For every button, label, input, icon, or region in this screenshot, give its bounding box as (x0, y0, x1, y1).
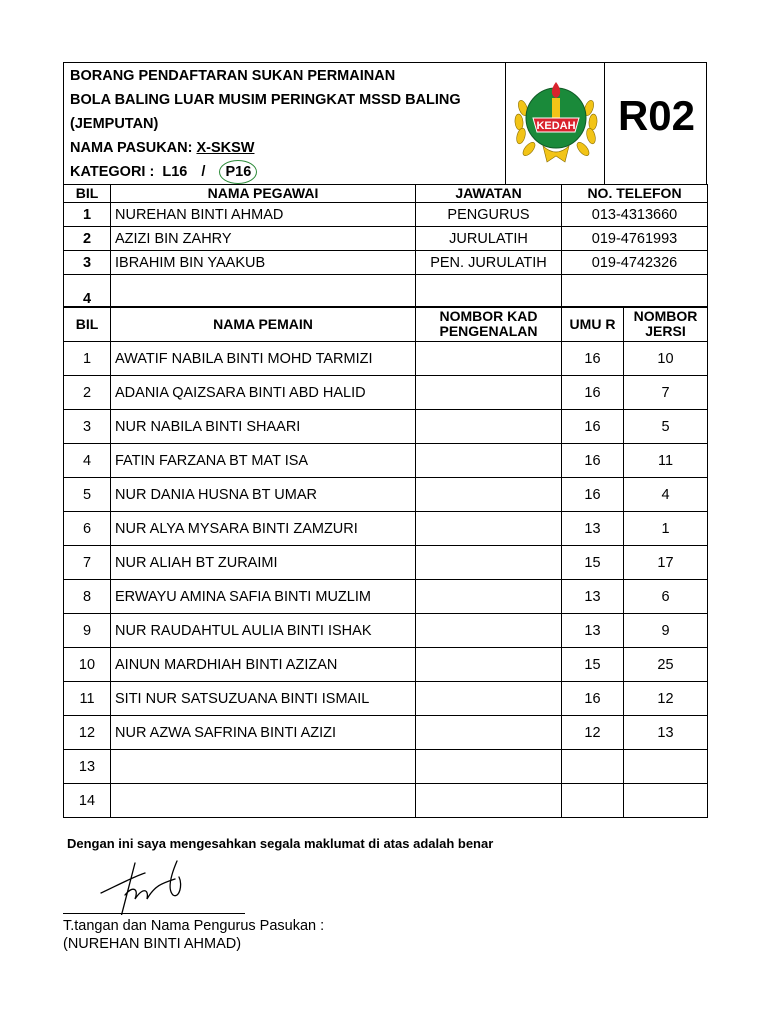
category-row (70, 160, 461, 184)
player-age: 16 (562, 342, 624, 376)
player-jersey: 9 (624, 614, 708, 648)
officials-header-bil: BIL (64, 185, 111, 203)
player-bil: 3 (64, 410, 111, 444)
player-jersey: 12 (624, 682, 708, 716)
player-name: NUR RAUDAHTUL AULIA BINTI ISHAK (111, 614, 416, 648)
category-label: KATEGORI : (70, 164, 155, 180)
table-row (64, 376, 708, 410)
player-ic (416, 682, 562, 716)
table-row (64, 784, 708, 818)
table-row (64, 203, 708, 227)
form-title-line-3: (JEMPUTAN) (70, 116, 159, 132)
player-name: FATIN FARZANA BT MAT ISA (111, 444, 416, 478)
player-ic (416, 750, 562, 784)
player-jersey (624, 750, 708, 784)
table-row (64, 648, 708, 682)
table-row (64, 275, 708, 308)
player-age (562, 784, 624, 818)
player-name (111, 784, 416, 818)
form-code: R02 (617, 92, 696, 139)
table-row (64, 227, 708, 251)
player-bil: 10 (64, 648, 111, 682)
manager-name: (NUREHAN BINTI AHMAD) (63, 936, 242, 952)
table-row (64, 546, 708, 580)
player-name: ERWAYU AMINA SAFIA BINTI MUZLIM (111, 580, 416, 614)
official-position: JURULATIH (416, 227, 562, 251)
manager-signature (63, 855, 263, 915)
official-position: PENGURUS (416, 203, 562, 227)
player-bil: 7 (64, 546, 111, 580)
player-age: 12 (562, 716, 624, 750)
category-l16: L16 (162, 164, 188, 180)
kedah-crest-logo (507, 68, 605, 178)
players-header-ic: NOMBOR KAD PENGENALAN (416, 307, 562, 342)
player-jersey: 5 (624, 410, 708, 444)
player-bil: 2 (64, 376, 111, 410)
player-jersey: 17 (624, 546, 708, 580)
official-bil: 3 (64, 251, 111, 275)
logo-cell (505, 62, 605, 184)
official-bil: 1 (64, 203, 111, 227)
player-age: 16 (562, 410, 624, 444)
player-jersey: 6 (624, 580, 708, 614)
players-header-row (64, 307, 708, 342)
table-row (64, 251, 708, 275)
player-ic (416, 342, 562, 376)
player-ic (416, 376, 562, 410)
table-row (64, 342, 708, 376)
form-title-line-1: BORANG PENDAFTARAN SUKAN PERMAINAN (70, 68, 396, 84)
player-age: 15 (562, 546, 624, 580)
official-bil: 2 (64, 227, 111, 251)
table-row (64, 682, 708, 716)
officials-table (63, 184, 708, 308)
player-ic (416, 580, 562, 614)
player-age (562, 750, 624, 784)
player-ic (416, 784, 562, 818)
torch-handle-icon (552, 98, 560, 120)
player-ic (416, 716, 562, 750)
player-bil: 14 (64, 784, 111, 818)
signature-label: T.tangan dan Nama Pengurus Pasukan : (63, 918, 325, 934)
player-jersey: 7 (624, 376, 708, 410)
player-name: NUR AZWA SAFRINA BINTI AZIZI (111, 716, 416, 750)
player-bil: 12 (64, 716, 111, 750)
player-age: 16 (562, 478, 624, 512)
player-age: 16 (562, 682, 624, 716)
player-ic (416, 546, 562, 580)
player-bil: 1 (64, 342, 111, 376)
player-name (111, 750, 416, 784)
official-phone: 019-4761993 (562, 227, 708, 251)
player-age: 16 (562, 444, 624, 478)
official-position (416, 275, 562, 308)
player-jersey: 10 (624, 342, 708, 376)
official-name: AZIZI BIN ZAHRY (111, 227, 416, 251)
player-bil: 8 (64, 580, 111, 614)
player-jersey: 25 (624, 648, 708, 682)
players-header-jersey: NOMBOR JERSI (624, 307, 708, 342)
player-name: NUR ALYA MYSARA BINTI ZAMZURI (111, 512, 416, 546)
players-header-name: NAMA PEMAIN (111, 307, 416, 342)
table-row (64, 580, 708, 614)
officials-header-row (64, 185, 708, 203)
player-jersey (624, 784, 708, 818)
player-jersey: 1 (624, 512, 708, 546)
player-name: ADANIA QAIZSARA BINTI ABD HALID (111, 376, 416, 410)
signature-block (63, 917, 324, 953)
officials-header-position: JAWATAN (416, 185, 562, 203)
table-row (64, 716, 708, 750)
player-name: NUR NABILA BINTI SHAARI (111, 410, 416, 444)
category-p16-circled: P16 (219, 160, 257, 184)
official-name: NUREHAN BINTI AHMAD (111, 203, 416, 227)
team-name-label: NAMA PASUKAN: (70, 140, 193, 156)
officials-header-phone: NO. TELEFON (562, 185, 708, 203)
table-row (64, 444, 708, 478)
player-ic (416, 648, 562, 682)
player-age: 13 (562, 614, 624, 648)
official-name (111, 275, 416, 308)
table-row (64, 750, 708, 784)
player-name: SITI NUR SATSUZUANA BINTI ISMAIL (111, 682, 416, 716)
table-row (64, 478, 708, 512)
torch-flame-icon (552, 82, 560, 98)
player-ic (416, 444, 562, 478)
form-header (70, 64, 461, 184)
category-separator: / (201, 164, 206, 180)
players-header-age: UMU R (562, 307, 624, 342)
player-bil: 13 (64, 750, 111, 784)
crest-banner-text: KEDAH (536, 120, 576, 132)
player-age: 13 (562, 512, 624, 546)
player-age: 15 (562, 648, 624, 682)
official-phone: 013-4313660 (562, 203, 708, 227)
player-name: NUR DANIA HUSNA BT UMAR (111, 478, 416, 512)
player-ic (416, 410, 562, 444)
player-bil: 6 (64, 512, 111, 546)
official-phone: 019-4742326 (562, 251, 708, 275)
table-row (64, 614, 708, 648)
official-phone (562, 275, 708, 308)
official-position: PEN. JURULATIH (416, 251, 562, 275)
player-bil: 4 (64, 444, 111, 478)
team-name-row (70, 136, 461, 160)
players-header-bil: BIL (64, 307, 111, 342)
player-bil: 5 (64, 478, 111, 512)
player-ic (416, 512, 562, 546)
player-jersey: 13 (624, 716, 708, 750)
player-ic (416, 614, 562, 648)
player-age: 13 (562, 580, 624, 614)
player-ic (416, 478, 562, 512)
player-name: AWATIF NABILA BINTI MOHD TARMIZI (111, 342, 416, 376)
player-age: 16 (562, 376, 624, 410)
official-bil: 4 (64, 275, 111, 308)
table-row (64, 512, 708, 546)
attestation-text: Dengan ini saya mengesahkan segala maklumat di atas adalah benar (67, 836, 494, 851)
form-title-line-2: BOLA BALING LUAR MUSIM PERINGKAT MSSD BALING (70, 92, 461, 108)
players-table (63, 306, 708, 818)
signature-line (63, 913, 245, 914)
official-name: IBRAHIM BIN YAAKUB (111, 251, 416, 275)
player-jersey: 11 (624, 444, 708, 478)
player-bil: 9 (64, 614, 111, 648)
team-name-value: X-SKSW (196, 140, 255, 156)
player-bil: 11 (64, 682, 111, 716)
officials-header-name: NAMA PEGAWAI (111, 185, 416, 203)
player-jersey: 4 (624, 478, 708, 512)
player-name: NUR ALIAH BT ZURAIMI (111, 546, 416, 580)
table-row (64, 410, 708, 444)
player-name: AINUN MARDHIAH BINTI AZIZAN (111, 648, 416, 682)
